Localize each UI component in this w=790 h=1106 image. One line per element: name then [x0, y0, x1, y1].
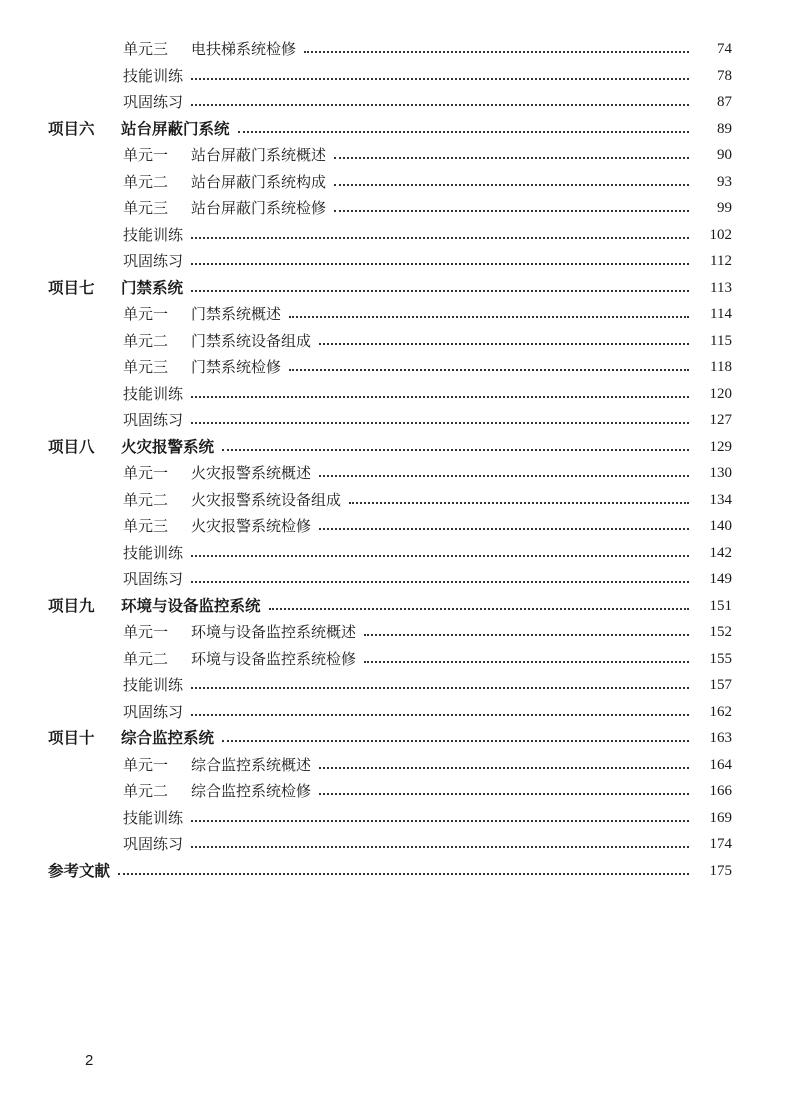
toc-entry-title: 环境与设备监控系统 [121, 596, 261, 615]
toc-entry-title: 技能训练 [123, 543, 184, 562]
toc-unit-entry[interactable] [0, 778, 790, 805]
toc-page-number: 130 [709, 465, 732, 481]
dot-leader [269, 608, 689, 610]
toc-page-number: 74 [717, 41, 732, 57]
toc-project-entry[interactable] [0, 725, 790, 752]
toc-page-number: 93 [717, 173, 732, 190]
toc-entry-title: 环境与设备监控系统概述 [191, 623, 357, 641]
toc-page-number: 90 [717, 147, 732, 163]
dot-leader [289, 316, 689, 318]
toc-entry-title: 火灾报警系统 [121, 437, 215, 456]
toc-unit-number: 单元三 [123, 199, 169, 217]
dot-leader [191, 846, 689, 848]
toc-entry-title: 技能训练 [123, 225, 184, 244]
toc-page-number: 175 [709, 862, 732, 879]
dot-leader [191, 820, 689, 822]
toc-unit-number: 单元一 [123, 146, 169, 164]
dot-leader [191, 422, 689, 424]
dot-leader [191, 263, 689, 265]
dot-leader [364, 661, 689, 663]
toc-entry-title: 门禁系统概述 [191, 305, 282, 323]
toc-entry-title: 技能训练 [123, 384, 184, 403]
toc-entry-title: 门禁系统设备组成 [191, 331, 312, 350]
toc-entry-title: 巩固练习 [123, 570, 184, 588]
dot-leader [319, 767, 689, 769]
toc-page-number: 102 [709, 226, 732, 243]
toc-page-number: 149 [709, 571, 732, 587]
toc-unit-entry[interactable] [0, 169, 790, 196]
toc-entry-title: 参考文献 [48, 861, 111, 880]
toc-unit-entry[interactable] [0, 699, 790, 726]
toc-page-number: 134 [709, 491, 732, 508]
toc-unit-entry[interactable] [0, 752, 790, 779]
toc-entry-title: 巩固练习 [123, 702, 184, 721]
toc-unit-number: 单元二 [123, 782, 169, 800]
toc-entry-title: 综合监控系统 [121, 729, 215, 747]
toc-entry-title: 门禁系统 [121, 278, 184, 297]
toc-page-number: 174 [709, 836, 732, 852]
toc-entry-title: 巩固练习 [123, 93, 184, 111]
toc-page-number: 155 [709, 650, 732, 667]
dot-leader [349, 502, 689, 504]
toc-unit-entry[interactable] [0, 646, 790, 673]
toc-entry-title: 站台屏蔽门系统概述 [191, 146, 327, 164]
toc-entry-title: 综合监控系统检修 [191, 782, 312, 800]
toc-entry-title: 火灾报警系统概述 [191, 464, 312, 482]
dot-leader [191, 237, 689, 239]
toc-project-entry[interactable] [0, 434, 790, 461]
toc-project-entry[interactable] [0, 593, 790, 620]
toc-unit-entry[interactable] [0, 222, 790, 249]
toc-page-number: 169 [709, 809, 732, 826]
page-number: 2 [85, 1052, 94, 1069]
toc-unit-entry[interactable] [0, 142, 790, 169]
toc-entry-title: 技能训练 [123, 676, 184, 694]
toc-unit-entry[interactable] [0, 805, 790, 832]
toc-entry-title: 技能训练 [123, 66, 184, 85]
table-of-contents [0, 36, 790, 884]
toc-entry-title: 火灾报警系统设备组成 [191, 490, 342, 509]
toc-page-number: 162 [709, 703, 732, 720]
toc-page-number: 151 [709, 597, 732, 614]
toc-unit-number: 单元一 [123, 464, 169, 482]
toc-entry-title: 巩固练习 [123, 252, 184, 270]
toc-unit-entry[interactable] [0, 89, 790, 116]
toc-project-number: 项目六 [48, 119, 95, 138]
toc-project-number: 项目八 [48, 437, 95, 456]
toc-entry-title: 站台屏蔽门系统构成 [191, 172, 327, 191]
toc-unit-number: 单元二 [123, 490, 169, 509]
toc-unit-entry[interactable] [0, 301, 790, 328]
toc-unit-entry[interactable] [0, 36, 790, 63]
toc-project-number: 项目七 [48, 278, 95, 297]
toc-entry-title: 巩固练习 [123, 411, 184, 429]
toc-page-number: 112 [710, 253, 732, 269]
toc-unit-entry[interactable] [0, 619, 790, 646]
toc-page-number: 118 [710, 359, 732, 375]
toc-page-number: 114 [710, 306, 732, 322]
dot-leader [319, 528, 689, 530]
toc-project-number: 项目十 [48, 729, 95, 747]
dot-leader [191, 290, 689, 292]
toc-entry-title: 综合监控系统概述 [191, 755, 312, 774]
dot-leader [191, 396, 689, 398]
toc-entry-title: 站台屏蔽门系统检修 [191, 199, 327, 217]
toc-page-number: 140 [709, 518, 732, 534]
toc-unit-entry[interactable] [0, 487, 790, 514]
toc-unit-number: 单元二 [123, 172, 169, 191]
toc-entry-title: 环境与设备监控系统检修 [191, 649, 357, 668]
toc-unit-number: 单元一 [123, 755, 169, 774]
toc-unit-entry[interactable] [0, 513, 790, 540]
toc-page-number: 120 [709, 385, 732, 402]
dot-leader [191, 104, 689, 106]
dot-leader [334, 184, 689, 186]
toc-page-number: 129 [709, 438, 732, 455]
toc-unit-number: 单元一 [123, 623, 169, 641]
dot-leader [191, 581, 689, 583]
dot-leader [364, 634, 689, 636]
dot-leader [334, 157, 689, 159]
dot-leader [289, 369, 689, 371]
dot-leader [191, 78, 689, 80]
toc-unit-entry[interactable] [0, 381, 790, 408]
toc-unit-number: 单元三 [123, 517, 169, 535]
dot-leader [222, 740, 689, 742]
toc-page-number: 163 [709, 730, 732, 746]
toc-unit-entry[interactable] [0, 407, 790, 434]
dot-leader [304, 51, 689, 53]
toc-unit-number: 单元二 [123, 649, 169, 668]
dot-leader [118, 873, 689, 875]
toc-page-number: 152 [709, 624, 732, 640]
toc-page-number: 142 [709, 544, 732, 561]
dot-leader [222, 449, 689, 451]
toc-unit-number: 单元二 [123, 331, 169, 350]
toc-entry-title: 火灾报警系统检修 [191, 517, 312, 535]
toc-project-number: 项目九 [48, 596, 95, 615]
toc-entry-title: 门禁系统检修 [191, 358, 282, 376]
toc-unit-entry[interactable] [0, 63, 790, 90]
toc-page-number: 87 [717, 94, 732, 110]
dot-leader [191, 714, 689, 716]
toc-references-entry[interactable] [0, 858, 790, 885]
toc-unit-entry[interactable] [0, 672, 790, 699]
toc-project-entry[interactable] [0, 116, 790, 143]
toc-unit-entry[interactable] [0, 566, 790, 593]
toc-entry-title: 电扶梯系统检修 [191, 40, 297, 58]
toc-unit-entry[interactable] [0, 195, 790, 222]
toc-page-number: 89 [717, 120, 732, 137]
dot-leader [319, 793, 689, 795]
toc-page-number: 113 [710, 279, 732, 296]
dot-leader [238, 131, 689, 133]
toc-unit-entry[interactable] [0, 354, 790, 381]
toc-unit-entry[interactable] [0, 460, 790, 487]
toc-unit-entry[interactable] [0, 248, 790, 275]
toc-unit-number: 单元一 [123, 305, 169, 323]
toc-entry-title: 站台屏蔽门系统 [121, 119, 230, 138]
dot-leader [191, 687, 689, 689]
dot-leader [319, 343, 689, 345]
toc-page-number: 99 [717, 200, 732, 216]
dot-leader [319, 475, 689, 477]
toc-page-number: 157 [709, 677, 732, 693]
toc-unit-entry[interactable] [0, 540, 790, 567]
toc-page-number: 115 [710, 332, 732, 349]
dot-leader [334, 210, 689, 212]
dot-leader [191, 555, 689, 557]
toc-page-number: 127 [709, 412, 732, 428]
toc-unit-number: 单元三 [123, 40, 169, 58]
toc-entry-title: 巩固练习 [123, 835, 184, 853]
toc-page-number: 166 [709, 783, 732, 799]
toc-project-entry[interactable] [0, 275, 790, 302]
toc-unit-entry[interactable] [0, 831, 790, 858]
toc-page-number: 78 [717, 67, 732, 84]
toc-unit-number: 单元三 [123, 358, 169, 376]
toc-entry-title: 技能训练 [123, 808, 184, 827]
toc-page-number: 164 [709, 756, 732, 773]
toc-unit-entry[interactable] [0, 328, 790, 355]
